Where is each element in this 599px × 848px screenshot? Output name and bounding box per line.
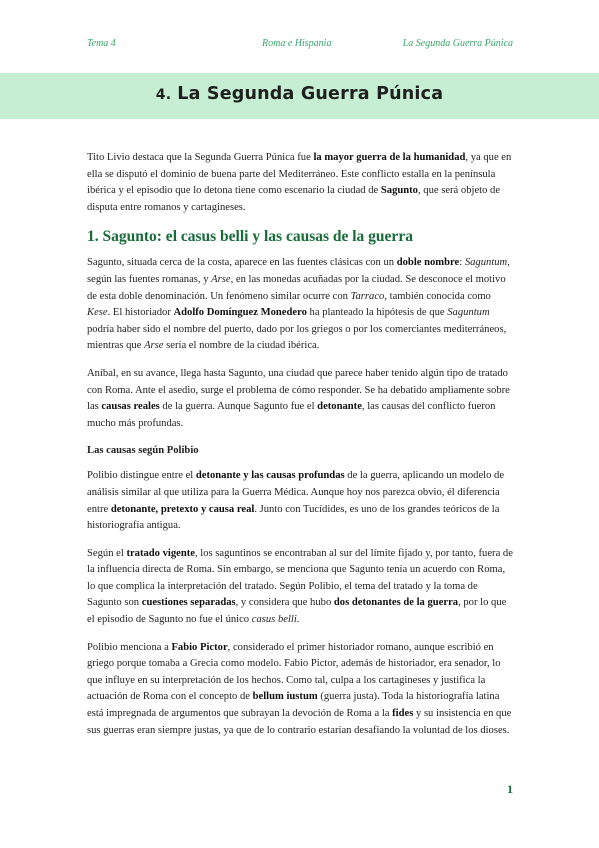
text-run: : [459,257,465,269]
text-run: , ya que en ella se disputó el dominio de buena parte del Mediterráneo. Este conflicto estalla en la península ibérica y el episodio que lo detona tiene como escenario la ciudad de [87,152,512,197]
bold-term: detonante y las causas profundas [195,470,345,482]
italic-term: Kese [87,307,108,319]
bold-term: Fabio Pictor [171,641,228,653]
text-run: , considerado el primer historiador romano, aunque escribió en griego porque tomaba a Grecia como modelo. Fabio Pictor, además de historiador, era senador, lo que influye en su interpretación de los hechos. Como tal, culpa a los cartagineses y justifica la actuación de Roma con el concepto de [87,641,501,703]
text-run: , en las monedas acuñadas por la ciudad. Se desconoce el motivo de esta doble denominación. Un fenómeno similar ocurre con [87,273,506,302]
header-topic: Tema 4 [87,38,116,49]
text-run: Polibio menciona a [87,641,172,653]
paragraph-treaty [87,546,513,629]
italic-term: Tarraco [350,290,385,302]
text-run: (guerra justa). Toda la historiografía latina está impregnada de argumentos que subrayan la devoción de Roma a la [87,691,500,720]
bold-term: detonante [317,401,362,413]
text-run: . Junto con Tucídides, es uno de los grandes teóricos de la historiografía antigua. [87,503,500,532]
bold-term: fides [392,708,414,720]
bold-term: detonante, pretexto y causa real [110,503,255,515]
bold-term: causas reales [101,401,160,413]
text-run: Según el [87,547,127,559]
text-run: . [296,614,300,626]
italic-term: Saguntum [447,307,490,319]
bold-term: bellum iustum [252,691,318,703]
text-run: , las causas del conflicto fueron mucho más profundas. [87,401,496,429]
text-run: . El historiador [107,307,174,319]
page-number: 1 [507,782,513,796]
paragraph-anibal [87,366,513,432]
paragraph-sagunto-names [87,255,513,355]
header-chapter: La Segunda Guerra Púnica [402,38,513,49]
bold-term: tratado vigente [126,547,195,559]
bold-term: dos detonantes de la guerra [333,597,459,609]
italic-term: Arse [144,340,164,352]
text-run: , y considera que hubo [235,597,334,609]
text-run: Aníbal, en su avance, llega hasta Sagunto, una ciudad que parece haber tenido algún tipo de tratado con Roma. Ante el asedio, surge el problema de cómo responder. Se ha debatido ampliamente sobre las [87,367,510,413]
bold-term: cuestiones separadas [141,597,236,609]
bold-term: Sagunto [380,185,418,197]
section-heading: 1. Sagunto: el casus belli y las causas de la guerra [87,228,413,246]
body-content [87,150,513,750]
paragraph-polibio-causes [87,468,513,534]
text-run: y su insistencia en que sus guerras eran siempre justas, ya que de lo contrario estarían desafiando la voluntad de los dioses. [87,708,512,736]
text-run: Sagunto, situada cerca de la costa, aparece en las fuentes clásicas con un [87,257,397,269]
title-text: La Segunda Guerra Púnica [177,84,444,104]
italic-term: Arse [211,273,231,285]
text-run: Polibio distingue entre el [87,470,196,482]
text-run: de la guerra. Aunque Sagunto fue el [159,401,318,413]
intro-paragraph [87,150,513,216]
page-title [0,84,599,104]
text-run: , según las fuentes romanas, y [87,257,510,285]
text-run: Tito Livio destaca que la Segunda Guerra Púnica fue [87,152,314,163]
running-header [87,38,513,52]
subheading-polibio: Las causas según Polibio [87,445,199,457]
text-run: ha planteado la hipótesis de que [306,307,448,319]
text-run: , también conocida como [384,290,491,302]
text-run: , por lo que el episodio de Sagunto no fue el único [87,597,507,626]
paragraph-fabio-pictor [87,640,513,740]
text-run: , los saguntinos se encontraban al sur del límite fijado y, por tanto, fuera de la influencia directa de Roma. Sin embargo, se menciona que Sagunto tenía un acuerdo con Roma, lo que complica la interpretación del tratado. Según Polibio, el tema del tratado y la toma de Sagunto son [87,547,513,609]
text-run: de la guerra, aplicando un modelo de análisis similar al que utiliza para la Guerra Médica. Aunque hoy nos parezca obvio, él diferencia entre [87,470,505,515]
italic-term: casus belli [251,614,297,626]
text-run: podría haber sido el nombre del puerto, dado por los griegos o por los comerciantes mediterráneos, mientras que [87,323,507,352]
italic-term: Saguntum [464,257,508,269]
text-run: , que será objeto de disputa entre romanos y cartagineses. [87,185,501,213]
title-number: 4. [155,87,172,103]
bold-term: la mayor guerra de la humanidad [313,152,466,163]
header-subject: Roma e Hispania [262,38,332,49]
bold-term: Adolfo Domínguez Monedero [173,307,307,319]
bold-term: doble nombre [396,257,460,269]
text-run: sería el nombre de la ciudad ibérica. [163,340,320,352]
